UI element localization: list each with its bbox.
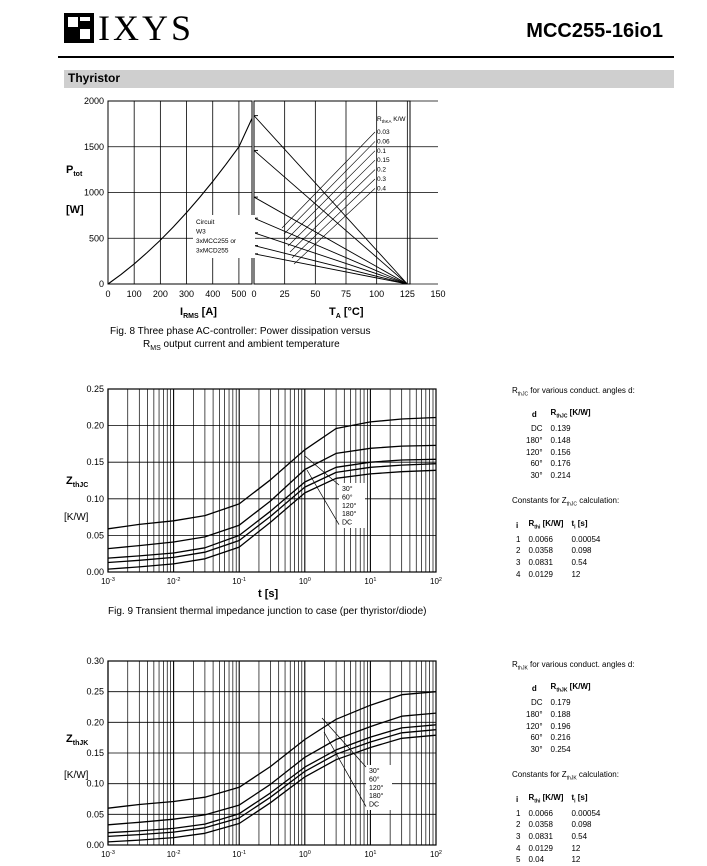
- fig8-xtick-label: 75: [340, 289, 352, 299]
- fig10-rth-cell: 0.216: [550, 733, 571, 743]
- fig8-caption-line2: $R_{MS}$ output current and ambient temperature: [143, 339, 340, 350]
- fig10-ytick-label: 0.00: [86, 840, 104, 850]
- ixys-logo: [64, 10, 194, 46]
- fig8-xtick-label: 25: [279, 289, 290, 299]
- fig9-col-r: $R_{thJC}$ [K/W]: [550, 408, 591, 420]
- fig8-legend-item: 0.3: [377, 176, 387, 183]
- fig8-note-line: Circuit: [196, 219, 215, 226]
- fig8-legend-item: 0.15: [377, 157, 390, 165]
- fig8-xtick-label: 50: [310, 289, 321, 299]
- fig9-xtick-label: $10^1$: [364, 577, 377, 586]
- fig10-rth-cell: 180°: [526, 709, 543, 719]
- fig9-ytick-label: 0.10: [86, 493, 104, 504]
- fig10-const-row: [512, 819, 604, 831]
- fig9-rth-cell: 180°: [526, 435, 543, 445]
- fig8-xtick-label: 500: [231, 289, 247, 299]
- fig10-xtick-label: $10^0$: [298, 850, 311, 859]
- fig8-legend-item: 0.2: [377, 166, 387, 174]
- fig10-col-rth: $R_{thi}$ [K/W]: [528, 792, 564, 805]
- fig10-curve-label: 180°: [369, 793, 384, 801]
- fig10-const-cell: 0.0831: [528, 831, 553, 841]
- fig8-ptot-curve: [108, 118, 252, 284]
- fig9-chart: [0, 380, 500, 620]
- fig8-legend-pointer: [292, 179, 375, 258]
- fig9-rth-row: [522, 423, 595, 435]
- fig8-legend-item: 0.06: [377, 138, 390, 146]
- fig8-ytick-label: 1500: [83, 141, 104, 152]
- fig9-xtick-label: $10^2$: [430, 577, 442, 586]
- fig8-xtick-label: 100: [369, 289, 385, 299]
- fig9-col-t: $t_i$ [s]: [571, 518, 588, 531]
- fig10-const-cell: 4: [516, 843, 521, 853]
- fig10-ytick-label: 0.15: [86, 748, 104, 758]
- fig10-const-cell: 2: [516, 820, 521, 830]
- fig8-legend-pointer: [286, 151, 375, 240]
- fig10-curve-label: DC: [369, 801, 380, 809]
- fig9-frame: [108, 389, 436, 572]
- fig10-rth-row: [522, 697, 595, 709]
- fig9-curve-label: 180°: [342, 511, 357, 519]
- ixys-logo-mark-icon: [64, 13, 94, 43]
- fig9-const-cell: 0.0129: [528, 569, 553, 579]
- fig10-rth-cell: 0.188: [550, 709, 571, 719]
- fig9-col-rth: $R_{thi}$ [K/W]: [528, 518, 564, 531]
- fig9-rth-cell: 0.139: [550, 424, 571, 434]
- fig10-col-i: i: [516, 794, 519, 804]
- fig10-ytick-label: 0.05: [86, 809, 104, 820]
- fig10-const-cell: 3: [516, 831, 521, 841]
- logo-text: IXYS: [98, 8, 195, 48]
- page-header: [0, 0, 707, 56]
- fig10-yunit: [K/W]: [64, 770, 89, 781]
- fig8-chart: [0, 90, 707, 350]
- header-rule: [58, 56, 674, 58]
- fig9-rth-cell: 0.176: [550, 459, 571, 469]
- fig10-chart: [0, 650, 500, 862]
- part-number: MCC255-16io1: [526, 20, 663, 42]
- fig9-const-cell: 12: [571, 569, 581, 579]
- fig10-rth-row: [522, 709, 595, 721]
- fig8-legend-item: 0.4: [377, 185, 387, 193]
- fig10-col-r: $R_{thJK}$ [K/W]: [550, 682, 591, 694]
- fig9-const-cell: 0.098: [571, 546, 592, 556]
- fig10-xtick-label: $10^{-1}$: [232, 850, 247, 859]
- fig10-side-title: $R_{thJK}$ for various conduct. angles d:: [512, 660, 635, 672]
- fig9-const-cell: 0.54: [571, 557, 588, 567]
- fig9-xlabel: t [s]: [258, 588, 279, 600]
- fig8-xtick-label: 0: [105, 289, 111, 299]
- fig10-ylabel: $Z_{thJK}$: [66, 733, 89, 747]
- fig9-ytick-label: 0.15: [86, 457, 104, 468]
- fig9-rth-cell: 120°: [526, 447, 543, 457]
- fig9-curve-label: DC: [342, 519, 353, 527]
- fig10-const-cell: 12: [571, 855, 581, 865]
- fig8-xtick-label: 200: [152, 289, 168, 299]
- fig8-note-line: 3xMCC255 or: [196, 238, 237, 245]
- fig9-const-row: [512, 534, 604, 546]
- fig9-rth-row: [522, 435, 595, 447]
- fig10-xtick-label: $10^{-3}$: [101, 850, 115, 859]
- fig9-rth-cell: DC: [530, 424, 543, 434]
- fig8-legend-title: $R_{thKA}$ K/W: [377, 116, 406, 124]
- fig9-const-title: Constants for $Z_{thJC}$ calculation:: [512, 496, 620, 508]
- fig10-curve-label: 30°: [369, 768, 380, 775]
- fig10-rth-cell: 0.196: [550, 721, 571, 731]
- section-bar: [64, 70, 674, 88]
- fig8-legend-item: 0.03: [377, 129, 390, 136]
- fig10-curve-label: 60°: [369, 776, 380, 784]
- fig9-xtick-label: $10^{-1}$: [232, 577, 247, 586]
- fig10-const-cell: 0.098: [571, 820, 592, 830]
- fig10-ytick-label: 0.25: [86, 686, 104, 697]
- fig9-rth-cell: 0.156: [550, 447, 571, 457]
- fig8-ylabel: $P_{tot}$: [66, 164, 83, 178]
- fig10-rth-cell: DC: [530, 698, 543, 708]
- fig8-legend-pointer: [290, 170, 375, 252]
- fig10-rth-row: [522, 732, 595, 744]
- fig9-ylabel: $Z_{thJC}$: [66, 475, 89, 489]
- fig9-rth-cell: 0.148: [550, 435, 571, 445]
- fig10-const-cell: 1: [516, 808, 521, 818]
- fig10-xtick-label: $10^{-2}$: [166, 850, 181, 859]
- fig10-const-cell: 0.04: [528, 855, 545, 865]
- fig9-xtick-label: $10^{-3}$: [101, 577, 115, 586]
- fig9-ytick-label: 0.20: [86, 420, 104, 431]
- fig10-const-row: [512, 808, 604, 820]
- fig9-side-title: $R_{thJC}$ for various conduct. angles d:: [512, 386, 635, 398]
- fig8-xtick-label: 400: [205, 289, 221, 299]
- fig10-const-cell: 0.0358: [528, 820, 553, 830]
- fig8-xlabel-right: $T_A$ [°C]: [329, 306, 364, 320]
- fig9-const-table: [512, 518, 604, 581]
- fig9-yunit: [K/W]: [64, 512, 89, 523]
- fig9-curve-label: 60°: [342, 494, 353, 502]
- fig9-curve-label: 120°: [342, 502, 357, 510]
- fig9-rth-row: [522, 458, 595, 470]
- fig9-ytick-label: 0.05: [86, 530, 104, 541]
- fig10-const-row: [512, 854, 604, 866]
- fig9-rth-cell: 0.214: [550, 470, 571, 480]
- fig9-const-cell: 0.00054: [571, 534, 601, 544]
- fig9-curve-label: 30°: [342, 486, 353, 493]
- fig9-rth-row: [522, 470, 595, 482]
- fig10-const-cell: 0.0129: [528, 843, 553, 853]
- fig8-ytick-label: 2000: [83, 96, 104, 106]
- fig9-ytick-label: 0.00: [86, 567, 104, 577]
- fig10-side-panel: [512, 659, 635, 866]
- fig9-const-cell: 0.0358: [528, 546, 553, 556]
- fig10-rth-row: [522, 744, 595, 756]
- fig10-const-title: Constants for $Z_{thJK}$ calculation:: [512, 770, 619, 782]
- fig9-grid: [108, 389, 436, 572]
- fig9-col-d: d: [531, 410, 537, 420]
- fig10-grid: [108, 661, 436, 845]
- fig9-const-cell: 3: [516, 557, 521, 567]
- fig8-circuit-note: [193, 215, 255, 258]
- fig10-const-row: [512, 843, 604, 855]
- fig9-const-cell: 1: [516, 534, 521, 544]
- fig8-legend-pointer: [284, 141, 375, 234]
- fig10-col-d: d: [531, 684, 537, 694]
- fig9-rth-row: [522, 447, 595, 459]
- fig10-ytick-label: 0.20: [86, 717, 104, 728]
- fig8-ytick-label: 1000: [83, 187, 104, 198]
- fig8-ytick-label: 500: [88, 233, 104, 244]
- fig8-xtick-label: 150: [430, 289, 446, 299]
- fig9-const-row: [512, 545, 604, 557]
- fig10-col-t: $t_i$ [s]: [571, 792, 588, 805]
- fig10-const-cell: 12: [571, 843, 581, 853]
- fig8-caption-line1: Fig. 8 Three phase AC-controller: Power dissipation versus: [110, 326, 371, 337]
- fig10-ticks: [86, 656, 442, 859]
- fig10-const-cell: 0.54: [571, 831, 588, 841]
- fig10-const-cell: 5: [516, 855, 521, 865]
- fig9-const-cell: 2: [516, 546, 521, 556]
- fig9-const-cell: 0.0066: [528, 534, 553, 544]
- fig9-const-cell: 4: [516, 569, 521, 579]
- fig10-const-cell: 0.00054: [571, 808, 601, 818]
- fig9-rth-table: [522, 407, 595, 481]
- fig10-rth-row: [522, 721, 595, 733]
- fig8-note-line: W3: [196, 228, 206, 236]
- fig10-rth-cell: 60°: [530, 733, 543, 743]
- fig10-rth-table: [522, 681, 595, 755]
- fig9-const-row: [512, 557, 604, 569]
- fig8-xtick-label: 300: [179, 289, 195, 299]
- fig9-ytick-label: 0.25: [86, 384, 104, 394]
- fig8-xtick-label: 100: [126, 289, 142, 299]
- section-title: Thyristor: [68, 71, 121, 85]
- fig9-const-cell: 0.0831: [528, 557, 553, 567]
- fig10-xtick-label: $10^2$: [430, 850, 442, 859]
- fig8-note-line: 3xMCD255: [196, 247, 229, 255]
- fig10-ytick-label: 0.30: [86, 656, 104, 666]
- fig8-legend-pointer: [288, 160, 375, 246]
- fig9-rth-cell: 30°: [530, 470, 543, 480]
- fig8-xlabel-left: $I_{RMS}$ [A]: [180, 306, 217, 320]
- fig10-rth-cell: 30°: [530, 744, 543, 754]
- fig8-legend-item: 0.1: [377, 147, 387, 155]
- fig8-xtick-label: 125: [399, 289, 415, 299]
- fig10-const-table: [512, 792, 604, 866]
- fig10-ytick-label: 0.10: [86, 778, 104, 789]
- fig8-yunit: [W]: [66, 204, 84, 216]
- fig9-curves: [108, 418, 436, 570]
- fig9-const-row: [512, 569, 604, 581]
- fig10-rth-cell: 0.254: [550, 744, 571, 754]
- fig9-side-panel: [512, 385, 635, 580]
- fig9-col-i: i: [516, 520, 519, 530]
- fig10-xtick-label: $10^1$: [364, 850, 377, 859]
- fig9-caption: Fig. 9 Transient thermal impedance junction to case (per thyristor/diode): [108, 606, 427, 617]
- fig8-ytick-label: 0: [98, 279, 104, 289]
- fig10-const-cell: 0.0066: [528, 808, 553, 818]
- fig10-curve-label: 120°: [369, 784, 384, 792]
- fig8-ticks: [84, 96, 446, 299]
- fig9-xtick-label: $10^0$: [298, 577, 311, 586]
- fig8-xtick-label: 0: [251, 289, 257, 299]
- fig9-xtick-label: $10^{-2}$: [166, 577, 181, 586]
- fig10-const-row: [512, 831, 604, 843]
- fig10-rth-cell: 0.179: [550, 698, 571, 708]
- fig9-rth-cell: 60°: [530, 459, 543, 469]
- fig10-rth-cell: 120°: [526, 721, 543, 731]
